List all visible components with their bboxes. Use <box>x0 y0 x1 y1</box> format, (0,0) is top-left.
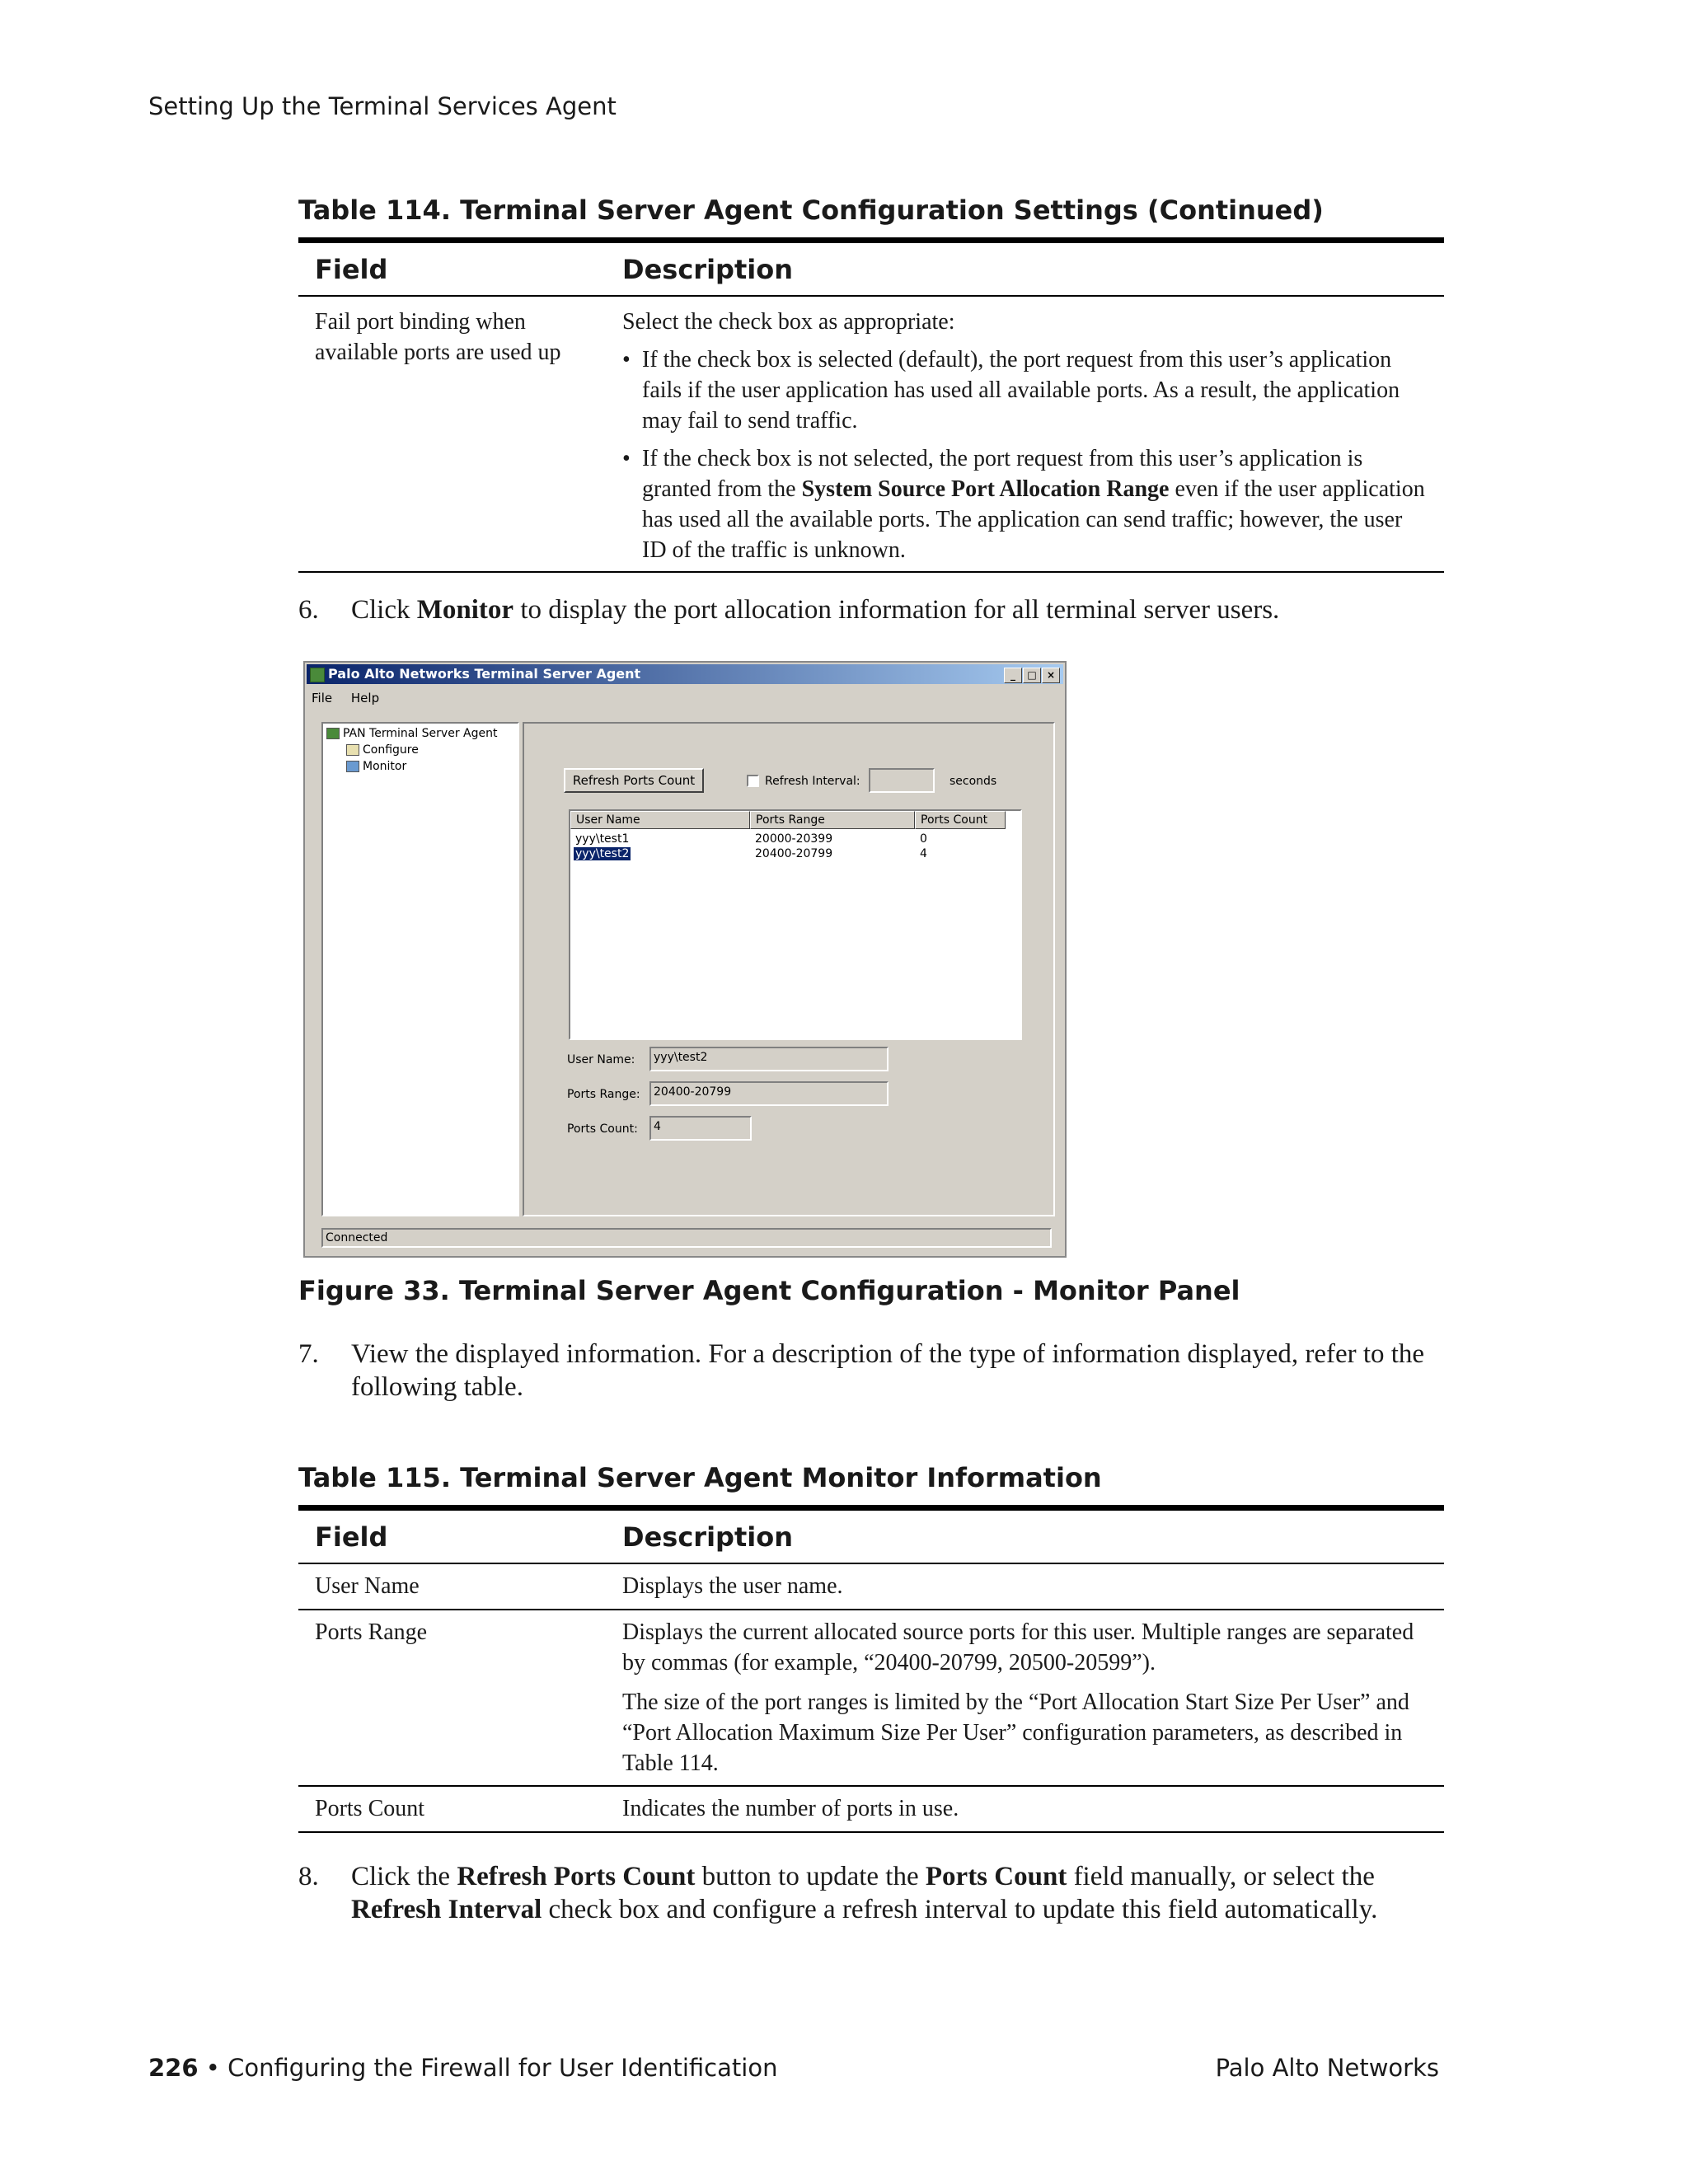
table-top-rule <box>298 1505 1444 1511</box>
table-115 <box>298 1505 1444 1833</box>
bullet-selected: • If the check box is selected (default), the port request from this user’s application fails if the user application has used all available ports. As a result, the application may fail to send traffic. <box>622 344 1426 436</box>
step-text: View the displayed information. For a description of the type of information displayed, refer to the following table. <box>351 1339 1425 1402</box>
menu-file[interactable]: File <box>312 691 333 705</box>
menu-help[interactable]: Help <box>350 691 380 705</box>
table-114-caption: Table 114. Terminal Server Agent Configuration Settings (Continued) <box>298 194 1324 226</box>
row-2-count: 4 <box>920 847 927 860</box>
description-intro: Select the check box as appropriate: <box>622 309 955 335</box>
row-2-range: 20400-20799 <box>755 847 833 860</box>
row-1-range: 20000-20399 <box>755 832 833 846</box>
field-cell: User Name <box>315 1573 420 1599</box>
bullet-not-selected: • If the check box is not selected, the port request from this user’s application is granted from the System Source Port Allocation Range even if the user application has used all the available ports. The application can send traffic; however, the user ID of the traffic is unknown. <box>622 443 1426 565</box>
navigation-tree <box>321 722 519 1216</box>
table-header <box>298 1511 1444 1564</box>
row-1-count: 0 <box>920 832 927 846</box>
col-field-header: Field <box>315 254 388 285</box>
description-cell <box>622 1617 1426 1779</box>
step-text: Click the Refresh Ports Count button to update the Ports Count field manually, or select the Refresh Interval check box and configure a refresh interval to update this field automatically. <box>351 1862 1378 1924</box>
table-row <box>298 297 1444 573</box>
description-cell: Displays the user name. <box>622 1573 843 1599</box>
refresh-interval-label: Refresh Interval: <box>765 775 860 788</box>
monitor-icon <box>346 761 359 772</box>
ports-count-field[interactable]: 4 <box>649 1116 752 1141</box>
agent-icon <box>326 728 340 739</box>
app-icon <box>310 668 325 682</box>
table-115-caption: Table 115. Terminal Server Agent Monitor Information <box>298 1462 1102 1493</box>
col-description-header: Description <box>622 1521 793 1553</box>
tree-item-configure[interactable]: Configure <box>346 743 419 757</box>
step-text: Click Monitor to display the port allocation information for all terminal server users. <box>351 595 1280 625</box>
col-description-header: Description <box>622 254 793 285</box>
table-114 <box>298 237 1444 573</box>
table-row <box>298 1787 1444 1833</box>
window-titlebar <box>307 664 1063 684</box>
wrench-icon <box>346 744 359 756</box>
menu-bar <box>312 691 394 705</box>
page-number: 226 <box>148 2054 199 2082</box>
table-row <box>298 1610 1444 1787</box>
field-cell: Ports Count <box>315 1796 425 1821</box>
user-name-label: User Name: <box>567 1053 635 1066</box>
maximize-icon[interactable]: □ <box>1023 668 1041 683</box>
col-field-header: Field <box>315 1521 388 1553</box>
refresh-interval-input[interactable] <box>869 768 935 793</box>
user-name-field[interactable]: yyy\test2 <box>649 1047 889 1071</box>
row-1-user[interactable]: yyy\test1 <box>575 832 630 846</box>
ports-range-label: Ports Range: <box>567 1088 640 1101</box>
terminal-server-agent-window <box>303 661 1067 1258</box>
ports-count-label: Ports Count: <box>567 1122 638 1136</box>
table-row <box>298 1564 1444 1610</box>
refresh-interval-checkbox[interactable] <box>747 775 759 787</box>
table-header <box>298 243 1444 297</box>
minimize-icon[interactable]: _ <box>1004 668 1022 683</box>
window-title: Palo Alto Networks Terminal Server Agent <box>328 666 641 682</box>
description-para-2: The size of the port ranges is limited by the “Port Allocation Start Size Per User” and “Port Allocation Maximum Size Per User” configuration parameters, as described in Table 114. <box>622 1690 1409 1776</box>
description-para-1: Displays the current allocated source ports for this user. Multiple ranges are separated by commas (for example, “20400-20799, 20500-20599”). <box>622 1619 1414 1675</box>
tree-root[interactable]: PAN Terminal Server Agent <box>326 727 497 740</box>
ports-listview[interactable] <box>569 809 1022 1040</box>
field-cell: Ports Range <box>315 1619 428 1645</box>
description-cell <box>622 307 1426 565</box>
tree-item-monitor[interactable]: Monitor <box>346 760 406 773</box>
description-cell: Indicates the number of ports in use. <box>622 1796 959 1821</box>
status-bar: Connected <box>321 1228 1052 1248</box>
row-2-user-selected[interactable]: yyy\test2 <box>575 847 630 860</box>
footer-company: Palo Alto Networks <box>1215 2054 1439 2082</box>
table-top-rule <box>298 237 1444 243</box>
running-head: Setting Up the Terminal Services Agent <box>148 92 617 120</box>
close-icon[interactable]: × <box>1042 668 1060 683</box>
column-ports-count[interactable]: Ports Count <box>915 811 1006 829</box>
step-number: 8. <box>298 1862 319 1891</box>
ports-range-field[interactable]: 20400-20799 <box>649 1081 889 1106</box>
step-number: 6. <box>298 595 319 625</box>
column-user-name[interactable]: User Name <box>570 811 750 829</box>
footer-section: • Configuring the Firewall for User Identification <box>198 2054 778 2082</box>
footer-left <box>148 2054 777 2082</box>
figure-caption: Figure 33. Terminal Server Agent Configuration - Monitor Panel <box>298 1275 1240 1306</box>
step-number: 7. <box>298 1339 319 1369</box>
seconds-label: seconds <box>950 775 997 788</box>
column-ports-range[interactable]: Ports Range <box>750 811 915 829</box>
refresh-ports-count-button[interactable]: Refresh Ports Count <box>564 768 704 793</box>
field-cell: Fail port binding when available ports are used up <box>315 309 561 365</box>
